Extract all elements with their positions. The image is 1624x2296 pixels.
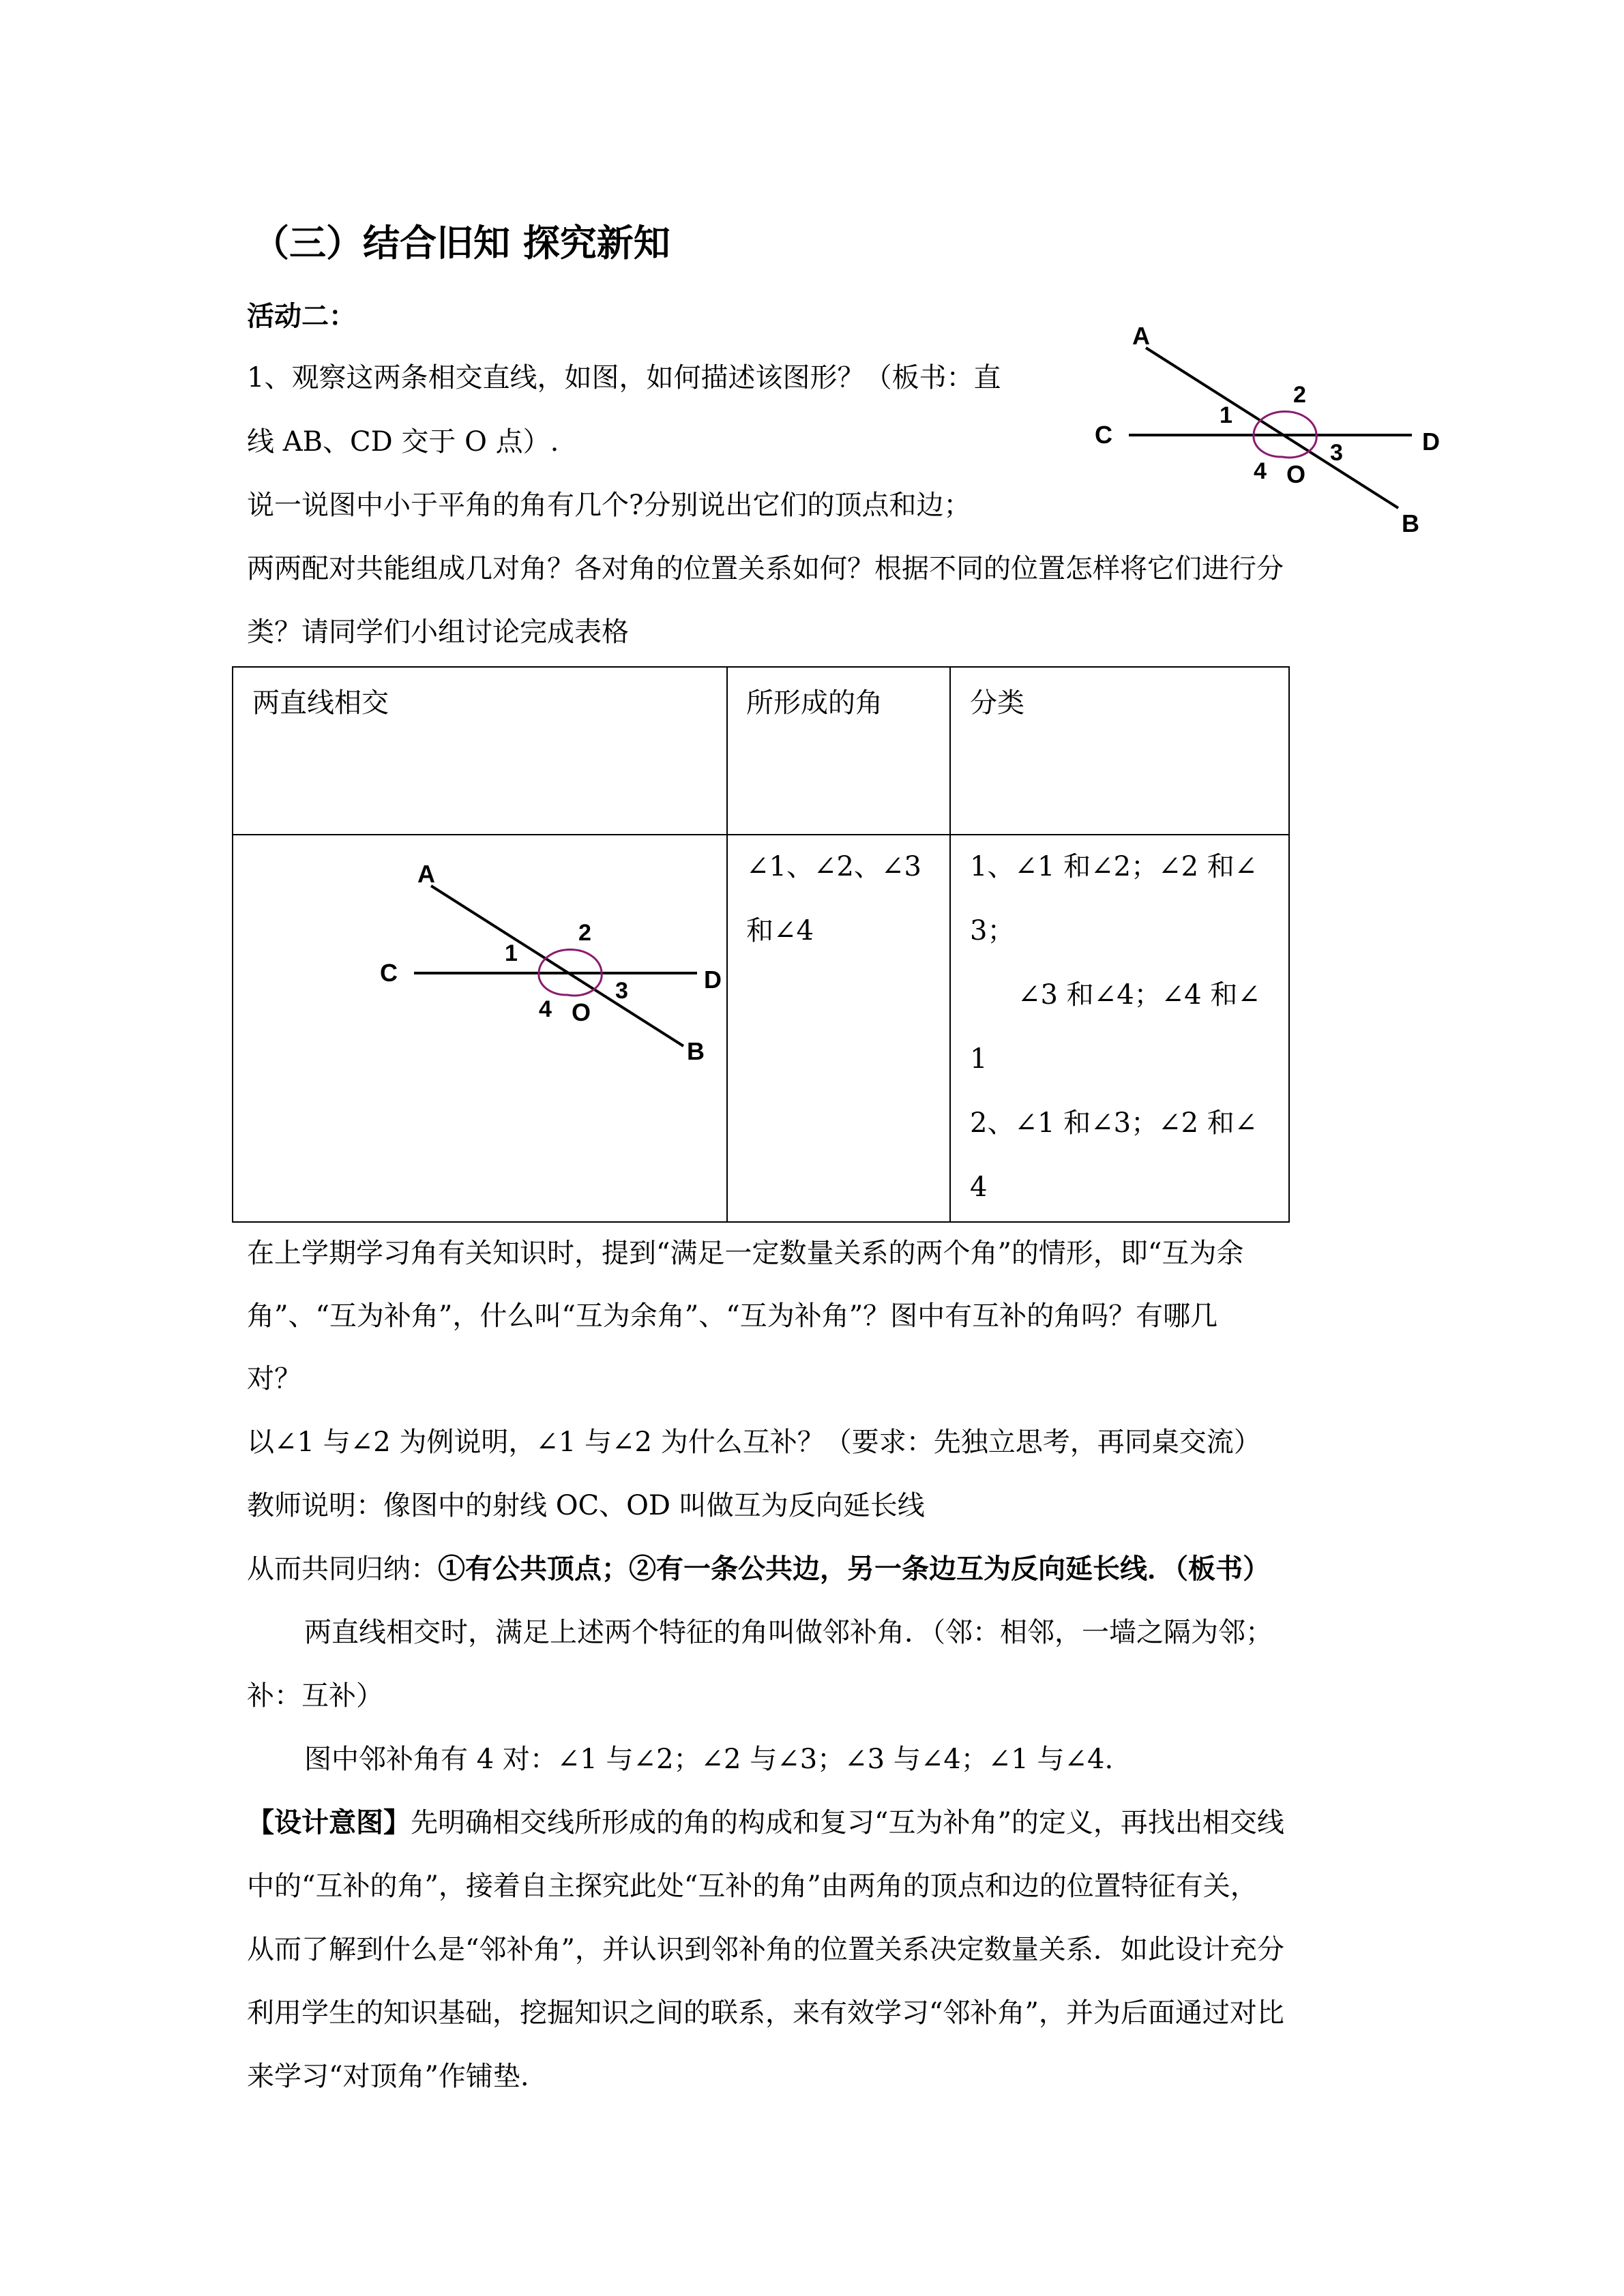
table-class-line-4: 1 — [970, 1043, 988, 1075]
design-intent-line-2: 中的“互补的角”，接着自主探究此处“互补的角”由两角的顶点和边的位置特征有关， — [247, 1870, 1258, 1902]
design-intent-line-5: 来学习“对顶角”作铺垫. — [247, 2061, 529, 2092]
design-intent-label: 【设计意图】 — [247, 1806, 411, 1838]
paragraph-1-line-2: 角”、“互为补角”，什么叫“互为余角”、“互为补角”？图中有互补的角吗？有哪几 — [247, 1300, 1218, 1332]
paragraph-5-line-2: 补：互补） — [247, 1680, 383, 1712]
angle-label-4: 4 — [1254, 458, 1267, 484]
label-b: B — [687, 1037, 705, 1063]
table-header-intersect: 两直线相交 — [252, 687, 389, 719]
section-title: （三）结合旧知 探究新知 — [252, 222, 670, 265]
label-o: O — [1286, 460, 1306, 488]
table-divider — [726, 668, 728, 1221]
angle-label-2: 2 — [1293, 382, 1306, 408]
table-class-line-3: ∠3 和∠4；∠4 和∠ — [1018, 979, 1260, 1011]
label-a: A — [1132, 322, 1150, 350]
design-intent-line-1 — [247, 1806, 1284, 1839]
table-angles-line-2: 和∠4 — [746, 915, 814, 946]
table-angles-line-1: ∠1、∠2、∠3 — [746, 851, 921, 882]
angle-label-4: 4 — [539, 996, 552, 1022]
paragraph-2: 以∠1 与∠2 为例说明，∠1 与∠2 为什么互补？（要求：先独立思考，再同桌交流） — [247, 1427, 1261, 1458]
paragraph-1-line-3: 对？ — [247, 1363, 301, 1395]
line-ab — [431, 886, 683, 1046]
label-c: C — [1095, 421, 1112, 449]
question-1-line-2: 线 AB、CD 交于 O 点）. — [247, 426, 559, 458]
paragraph-4-prefix: 从而共同归纳： — [247, 1553, 438, 1585]
question-3-line-1: 两两配对共能组成几对角？各对角的位置关系如何？根据不同的位置怎样将它们进行分 — [247, 553, 1284, 584]
question-1-line-1: 1、观察这两条相交直线，如图，如何描述该图形？（板书：直 — [247, 362, 1001, 393]
table-header-angles: 所形成的角 — [746, 687, 883, 719]
label-b: B — [1402, 509, 1419, 537]
question-2: 说一说图中小于平角的角有几个?分别说出它们的顶点和边； — [247, 490, 971, 521]
table-divider — [949, 668, 951, 1221]
paragraph-5-line-1: 两直线相交时，满足上述两个特征的角叫做邻补角．（邻：相邻，一墙之隔为邻； — [304, 1617, 1273, 1648]
design-intent-line-3: 从而了解到什么是“邻补角”，并认识到邻补角的位置关系决定数量关系．如此设计充分 — [247, 1934, 1284, 1965]
question-3-line-2: 类？请同学们小组讨论完成表格 — [247, 616, 629, 648]
table-figure — [336, 852, 724, 1063]
label-d: D — [1422, 428, 1440, 456]
angle-label-1: 1 — [1220, 402, 1232, 428]
paragraph-3: 教师说明：像图中的射线 OC、OD 叫做互为反向延长线 — [247, 1490, 925, 1521]
paragraph-4 — [247, 1553, 1270, 1585]
table-class-line-6: 4 — [970, 1172, 988, 1203]
table-class-line-1: 1、∠1 和∠2；∠2 和∠ — [970, 851, 1258, 882]
line-ab — [1146, 348, 1398, 508]
paragraph-1-line-1: 在上学期学习角有关知识时，提到“满足一定数量关系的两个角”的情形，即“互为余 — [247, 1238, 1244, 1269]
table-class-line-5: 2、∠1 和∠3；∠2 和∠ — [970, 1107, 1258, 1139]
intersecting-lines-figure — [1078, 314, 1460, 539]
angle-label-3: 3 — [615, 978, 628, 1004]
design-intent-line-4: 利用学生的知识基础，挖掘知识之间的联系，来有效学习“邻补角”，并为后面通过对比 — [247, 1997, 1284, 2029]
design-intent-text: 先明确相交线所形成的角的构成和复习“互为补角”的定义，再找出相交线 — [411, 1807, 1284, 1838]
table-header-classification: 分类 — [970, 687, 1024, 719]
label-a: A — [417, 860, 435, 888]
label-c: C — [380, 959, 398, 987]
table-class-line-2: 3； — [970, 915, 1015, 946]
label-o: O — [572, 998, 591, 1026]
angle-label-2: 2 — [578, 920, 591, 946]
paragraph-6: 图中邻补角有 4 对：∠1 与∠2；∠2 与∠3；∠3 与∠4；∠1 与∠4. — [304, 1744, 1114, 1775]
activity-label: 活动二： — [247, 300, 356, 332]
table-divider — [233, 834, 1288, 835]
angle-label-3: 3 — [1330, 440, 1343, 466]
label-d: D — [704, 966, 722, 994]
angle-label-1: 1 — [505, 940, 518, 966]
paragraph-4-bold: ①有公共顶点；②有一条公共边，另一条边互为反向延长线．（板书） — [438, 1553, 1270, 1585]
classification-table — [232, 666, 1290, 1223]
